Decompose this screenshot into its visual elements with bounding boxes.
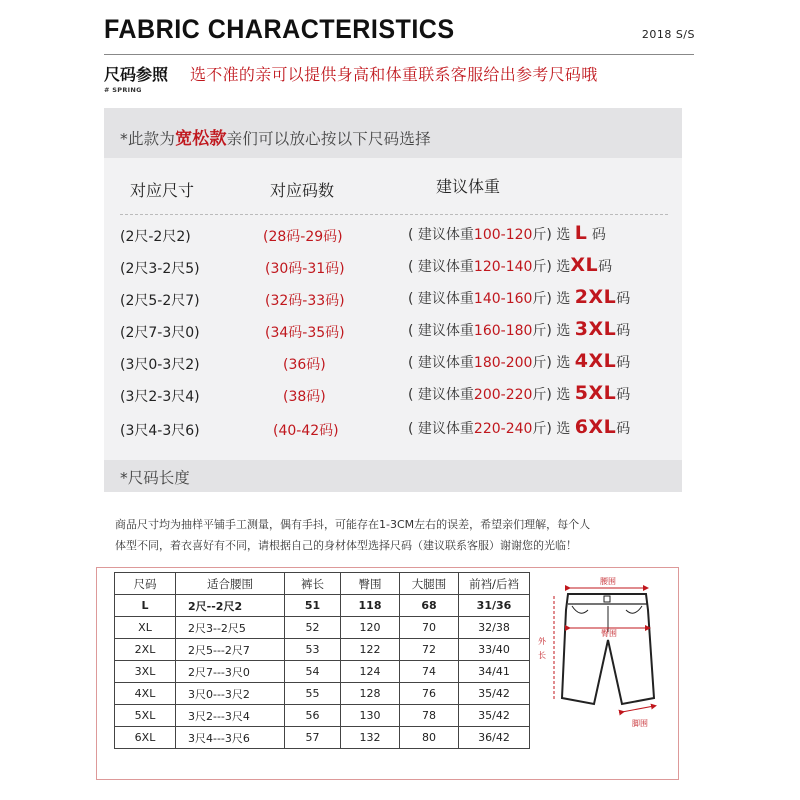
cell-rise: 33/40 (459, 639, 530, 661)
guide-code-3: (34码-35码) (265, 325, 345, 341)
weight-prefix: ( 建议体重 (408, 291, 474, 307)
table-row (115, 639, 530, 661)
length-band (104, 460, 682, 492)
weight-range: 220-240 (473, 421, 533, 437)
weight-suffix: 码 (616, 387, 631, 403)
th-thigh: 大腿围 (400, 573, 459, 595)
fit-note-highlight: 宽松款 (175, 129, 227, 149)
guide-size-4: (3尺0-3尺2) (120, 357, 200, 373)
measure-disclaimer-line1: 商品尺寸均为抽样平铺手工测量，偶有手抖，可能存在1-3CM左右的误差，希望亲们理解，每个人 (115, 518, 591, 531)
weight-prefix: ( 建议体重 (408, 227, 474, 243)
cell-size: 5XL (115, 705, 176, 727)
guide-weight-5 (408, 382, 630, 404)
guide-size-1: (2尺3-2尺5) (120, 261, 200, 277)
weight-suffix: 码 (616, 421, 631, 437)
header-size: 对应尺寸 (130, 181, 195, 200)
cell-size: L (115, 595, 176, 617)
table-row (115, 705, 530, 727)
size-reference-note: 选不准的亲可以提供身高和体重联系客服给出参考尺码哦 (190, 65, 598, 84)
cell-size: 3XL (115, 661, 176, 683)
cell-hip: 120 (341, 617, 400, 639)
weight-range: 180-200 (473, 355, 533, 371)
weight-prefix: ( 建议体重 (408, 323, 474, 339)
header-code: 对应码数 (270, 181, 335, 200)
weight-suffix: 码 (616, 323, 631, 339)
th-size: 尺码 (115, 573, 176, 595)
weight-suffix: 码 (616, 291, 631, 307)
cell-length: 51 (285, 595, 341, 617)
weight-mid: 斤) 选 (532, 259, 571, 275)
th-length: 裤长 (285, 573, 341, 595)
spring-tag: # SPRING (104, 86, 142, 94)
guide-weight-4 (408, 350, 630, 372)
guide-code-5: (38码) (283, 389, 326, 405)
cell-thigh: 70 (400, 617, 459, 639)
weight-prefix: ( 建议体重 (408, 259, 474, 275)
weight-mid: 斤) 选 (532, 355, 575, 371)
cell-size: 6XL (115, 727, 176, 749)
size-grade: 3XL (574, 318, 617, 340)
size-grade: 5XL (574, 382, 617, 404)
table-row (115, 661, 530, 683)
cell-rise: 36/42 (459, 727, 530, 749)
guide-weight-1 (408, 254, 612, 276)
cell-hip: 118 (341, 595, 400, 617)
table-header-row (115, 573, 530, 595)
weight-prefix: ( 建议体重 (408, 421, 474, 437)
cell-length: 55 (285, 683, 341, 705)
weight-prefix: ( 建议体重 (408, 387, 474, 403)
th-rise: 前裆/后裆 (459, 573, 530, 595)
weight-suffix: 码 (587, 227, 606, 243)
weight-prefix: ( 建议体重 (408, 355, 474, 371)
waist-label: 腰围 (600, 577, 616, 586)
cell-hip: 128 (341, 683, 400, 705)
table-row (115, 727, 530, 749)
cell-size: 2XL (115, 639, 176, 661)
guide-size-6: (3尺4-3尺6) (120, 423, 200, 439)
size-grade: XL (570, 254, 599, 276)
page-title: FABRIC CHARACTERISTICS (104, 14, 455, 44)
weight-range: 200-220 (473, 387, 533, 403)
guide-code-2: (32码-33码) (265, 293, 345, 309)
weight-range: 160-180 (473, 323, 533, 339)
weight-mid: 斤) 选 (532, 291, 575, 307)
fit-note (120, 124, 431, 149)
th-waist: 适合腰围 (176, 573, 285, 595)
size-grade: 4XL (574, 350, 617, 372)
table-row (115, 617, 530, 639)
season-label: 2018 S/S (641, 28, 695, 41)
cell-thigh: 68 (400, 595, 459, 617)
cell-size: 4XL (115, 683, 176, 705)
cell-thigh: 76 (400, 683, 459, 705)
cell-thigh: 78 (400, 705, 459, 727)
guide-size-0: (2尺-2尺2) (120, 229, 191, 245)
guide-size-5: (3尺2-3尺4) (120, 389, 200, 405)
cell-hip: 124 (341, 661, 400, 683)
weight-range: 140-160 (473, 291, 533, 307)
guide-size-3: (2尺7-3尺0) (120, 325, 200, 341)
table-row (115, 595, 530, 617)
length-section-label: *尺码长度 (120, 469, 190, 487)
size-grade: 2XL (574, 286, 617, 308)
size-grade: L (574, 222, 588, 244)
cell-waist: 3尺4---3尺6 (176, 727, 285, 749)
th-hip: 臀围 (341, 573, 400, 595)
cell-size: XL (115, 617, 176, 639)
cell-rise: 34/41 (459, 661, 530, 683)
cell-thigh: 72 (400, 639, 459, 661)
outseam-label-2: 长 (538, 651, 546, 660)
fit-note-suffix: 亲们可以放心按以下尺码选择 (226, 130, 431, 148)
guide-weight-0 (408, 222, 606, 244)
measurement-table (114, 572, 530, 749)
cell-thigh: 80 (400, 727, 459, 749)
weight-mid: 斤) 选 (532, 387, 575, 403)
guide-code-1: (30码-31码) (265, 261, 345, 277)
weight-range: 120-140 (473, 259, 533, 275)
guide-code-0: (28码-29码) (263, 229, 343, 245)
hem-label: 脚围 (632, 719, 648, 728)
size-grade: 6XL (574, 416, 617, 438)
weight-mid: 斤) 选 (532, 323, 575, 339)
cell-waist: 2尺5---2尺7 (176, 639, 285, 661)
cell-waist: 2尺3--2尺5 (176, 617, 285, 639)
cell-length: 54 (285, 661, 341, 683)
size-reference-label: 尺码参照 (104, 65, 169, 84)
weight-mid: 斤) 选 (532, 421, 575, 437)
weight-range: 100-120 (473, 227, 533, 243)
shorts-diagram (528, 570, 668, 770)
weight-mid: 斤) 选 (532, 227, 575, 243)
weight-suffix: 码 (616, 355, 631, 371)
cell-rise: 35/42 (459, 683, 530, 705)
cell-rise: 35/42 (459, 705, 530, 727)
measure-disclaimer-line2: 体型不同，着衣喜好有不同，请根据自己的身材体型选择尺码（建议联系客服）谢谢您的光临！ (115, 539, 577, 552)
cell-length: 52 (285, 617, 341, 639)
guide-size-2: (2尺5-2尺7) (120, 293, 200, 309)
header-weight: 建议体重 (436, 177, 501, 196)
guide-weight-3 (408, 318, 630, 340)
hem-dimension-line (622, 706, 654, 712)
cell-waist: 3尺0---3尺2 (176, 683, 285, 705)
title-divider (104, 54, 694, 55)
cell-thigh: 74 (400, 661, 459, 683)
table-row (115, 683, 530, 705)
row-divider (120, 214, 668, 215)
cell-length: 57 (285, 727, 341, 749)
outseam-label-1: 外 (538, 637, 546, 646)
guide-code-4: (36码) (283, 357, 326, 373)
cell-hip: 132 (341, 727, 400, 749)
cell-hip: 130 (341, 705, 400, 727)
guide-code-6: (40-42码) (273, 423, 339, 439)
hip-label: 臀围 (601, 629, 617, 638)
cell-length: 56 (285, 705, 341, 727)
cell-waist: 2尺7---3尺0 (176, 661, 285, 683)
cell-hip: 122 (341, 639, 400, 661)
cell-length: 53 (285, 639, 341, 661)
fit-note-prefix: *此款为 (120, 130, 176, 148)
weight-suffix: 码 (598, 259, 613, 275)
guide-weight-6 (408, 416, 630, 438)
cell-rise: 31/36 (459, 595, 530, 617)
cell-waist: 3尺2---3尺4 (176, 705, 285, 727)
cell-rise: 32/38 (459, 617, 530, 639)
guide-weight-2 (408, 286, 630, 308)
cell-waist: 2尺--2尺2 (176, 595, 285, 617)
